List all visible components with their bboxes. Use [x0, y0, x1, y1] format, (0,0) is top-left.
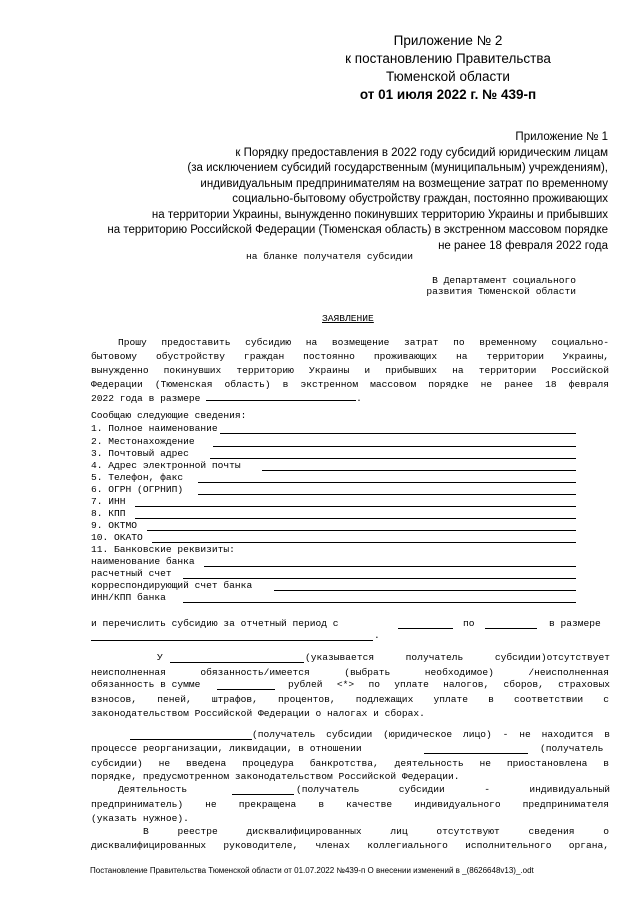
- corr-account-label: корреспондирующий счет банка: [91, 580, 253, 591]
- ip-recipient-input[interactable]: [232, 794, 294, 795]
- appendix-1-line: на территории Украины, вынужденно покинувших территорию Украины и прибывших: [151, 208, 608, 221]
- field-okato-label: 10. ОКАТО: [91, 532, 143, 543]
- reorg-line-4: порядке, предусмотренном законодательством Российской Федерации.: [91, 771, 460, 782]
- appendix-1-line: социально-бытовому обустройству граждан, постоянно проживающих: [232, 193, 608, 205]
- field-inn-input[interactable]: [135, 506, 576, 507]
- info-heading: Сообщаю следующие сведения:: [91, 410, 247, 421]
- field-kpp-input[interactable]: [135, 518, 576, 519]
- registry-line-2: дисквалифицированных руководителе, членах коллегиального исполнительного органа,: [91, 840, 609, 851]
- bank-inn-kpp-label: ИНН/КПП банка: [91, 592, 166, 603]
- appendix-1-line: Приложение № 1: [515, 131, 608, 143]
- field-ogrn-label: 6. ОГРН (ОГРНИП): [91, 484, 184, 495]
- appendix-1-line: к Порядку предоставления в 2022 году субсидий юридическим лицам: [235, 146, 608, 159]
- field-email-input[interactable]: [262, 470, 576, 471]
- appendix-2-date: от 01 июля 2022 г. № 439-п: [359, 87, 537, 102]
- debt-line-5: законодательством Российской Федерации о налогах и сборах.: [91, 708, 425, 719]
- field-full-name-label: 1. Полное наименование: [91, 423, 218, 434]
- field-phone-fax-input[interactable]: [198, 482, 576, 483]
- reorg-line-2a: процессе реорганизации, ликвидации, в отношении: [91, 743, 362, 754]
- reorg-recipient-input[interactable]: [130, 739, 252, 740]
- field-oktmo-input[interactable]: [147, 530, 576, 531]
- field-location-input[interactable]: [213, 446, 576, 447]
- appendix-2-region: Тюменской области: [386, 69, 510, 84]
- period-from-input[interactable]: [398, 628, 453, 629]
- transfer-amount-label: в размере: [549, 618, 601, 629]
- bank-heading: 11. Банковские реквизиты:: [91, 544, 235, 555]
- appendix-2-header: [318, 32, 578, 104]
- transfer-end: .: [374, 630, 380, 641]
- intro-line-1: Прошу предоставить субсидию на возмещение затрат по временному социально-: [118, 337, 609, 348]
- appendix-2-title: Приложение № 2: [393, 33, 503, 48]
- settlement-account-label: расчетный счет: [91, 568, 172, 579]
- bank-inn-kpp-input[interactable]: [183, 602, 576, 603]
- field-kpp-label: 8. КПП: [91, 508, 126, 519]
- field-phone-fax-label: 5. Телефон, факс: [91, 472, 184, 483]
- debt-prefix: У: [157, 652, 163, 663]
- field-email-label: 4. Адрес электронной почты: [91, 460, 241, 471]
- field-oktmo-label: 9. ОКТМО: [91, 520, 138, 531]
- reorg-line-1: (получатель субсидии (юридическое лицо) - не находится в: [252, 729, 610, 740]
- settlement-account-input[interactable]: [183, 578, 576, 579]
- bank-name-label: наименование банка: [91, 556, 195, 567]
- document-title: ЗАЯВЛЕНИЕ: [322, 313, 374, 324]
- transfer-amount-input[interactable]: [91, 640, 373, 641]
- subsidy-amount-field[interactable]: [206, 391, 356, 401]
- appendix-1-line: индивидуальным предпринимателям на возмещение затрат по временному: [200, 177, 608, 190]
- reorg-line-7: (указать нужное).: [91, 813, 189, 824]
- addressee: [406, 275, 576, 297]
- debt-line-3: рублей <*> по уплате налогов, сборов, страховых: [288, 679, 610, 690]
- field-okato-input[interactable]: [152, 542, 576, 543]
- recipient-name-input[interactable]: [170, 662, 304, 663]
- appendix-1-line: (за исключением субсидий государственным (муниципальным) учреждениям),: [187, 162, 608, 174]
- addressee-line-2: развития Тюменской области: [426, 286, 576, 297]
- field-postal-address-label: 3. Почтовый адрес: [91, 448, 189, 459]
- period-to-input[interactable]: [485, 628, 537, 629]
- reorg-line-3: субсидии) не введена процедура банкротства, деятельность не приостановлена в: [91, 758, 609, 769]
- bank-name-input[interactable]: [204, 566, 576, 567]
- registry-line-1: В реестре дисквалифицированных лиц отсутствуют сведения о: [143, 826, 609, 837]
- page-footer: Постановление Правительства Тюменской области от 01.07.2022 №439-п О внесении изменений в _(8626648v13)_.odt: [90, 866, 534, 875]
- field-postal-address-input[interactable]: [210, 458, 576, 459]
- addressee-line-1: В Департамент социального: [432, 275, 576, 286]
- reorg-line-5b: (получатель субсидии - индивидуальный: [296, 784, 610, 795]
- debt-amount-input[interactable]: [217, 689, 275, 690]
- field-inn-label: 7. ИНН: [91, 496, 126, 507]
- field-full-name-input[interactable]: [220, 433, 576, 434]
- debt-line-4: взносов, пеней, штрафов, процентов, подлежащих уплате в соответствии с: [91, 694, 609, 705]
- field-ogrn-input[interactable]: [198, 494, 576, 495]
- appendix-2-ref: к постановлению Правительства: [345, 51, 551, 66]
- field-location-label: 2. Местонахождение: [91, 436, 195, 447]
- transfer-to-label: по: [463, 618, 475, 629]
- reorg-line-5a: Деятельность: [118, 784, 188, 795]
- reorg-subject-input[interactable]: [424, 753, 528, 754]
- debt-line-2: неисполненная обязанность/имеется (выбрать необходимое) /неисполненная: [91, 667, 609, 678]
- appendix-1-header: [28, 130, 608, 254]
- intro-end: .: [356, 393, 362, 404]
- intro-amount-label: 2022 года в размере: [91, 393, 201, 404]
- reorg-line-6: предприниматель) не прекращена в качестве индивидуального предпринимателя: [91, 799, 609, 810]
- transfer-text: и перечислить субсидию за отчетный период с: [91, 618, 339, 629]
- appendix-1-line: на территорию Российской Федерации (Тюменская область) в экстренном массовом порядке: [107, 224, 608, 236]
- corr-account-input[interactable]: [274, 590, 576, 591]
- appendix-1-line: не ранее 18 февраля 2022 года: [438, 239, 608, 252]
- intro-line-2: бытовому обустройству граждан постоянно проживающих на территории Украины,: [91, 351, 609, 362]
- intro-line-5: [91, 391, 362, 404]
- intro-line-3: вынужденно покинувших территорию Украины и прибывших на территории Российской: [91, 365, 609, 376]
- reorg-line-2b: (получатель: [540, 743, 604, 754]
- intro-line-4: Федерации (Тюменская область) в экстренном массовом порядке не ранее 18 февраля: [91, 379, 609, 390]
- letterhead-note: на бланке получателя субсидии: [246, 251, 413, 262]
- debt-line-1: (указывается получатель субсидии)отсутствует: [305, 652, 610, 663]
- debt-amount-label: обязанность в сумме: [91, 679, 201, 690]
